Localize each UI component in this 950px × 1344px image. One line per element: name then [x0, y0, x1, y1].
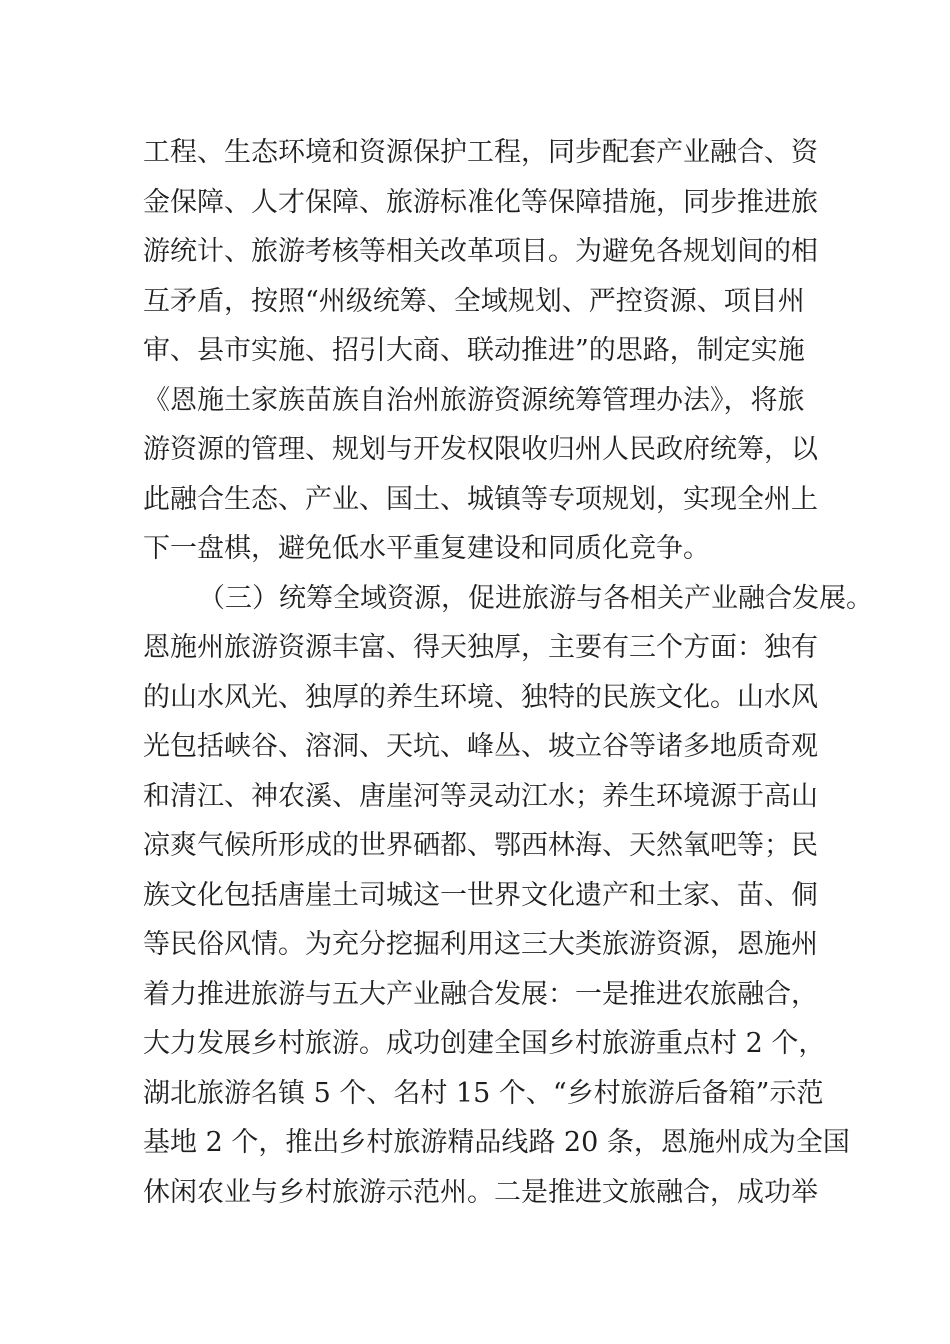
paragraph-line: 凉爽气候所形成的世界硒都、鄂西林海、天然氧吧等；民 — [143, 830, 818, 861]
paragraph-line: 的山水风光、独厚的养生环境、独特的民族文化。山水风 — [143, 681, 818, 713]
paragraph-line: 大力发展乡村旅游。成功创建全国乡村旅游重点村 2 个， — [143, 1028, 826, 1059]
paragraph-line: 等民俗风情。为充分挖掘利用这三大类旅游资源，恩施州 — [143, 929, 818, 960]
document-body — [143, 128, 873, 1217]
paragraph-line: 下一盘棋，避免低水平重复建设和同质化竞争。 — [143, 533, 710, 564]
paragraph-2 — [143, 623, 850, 1217]
paragraph-line: 光包括峡谷、溶洞、天坑、峰丛、坡立谷等诸多地质奇观 — [143, 731, 818, 762]
paragraph-line: 和清江、神农溪、唐崖河等灵动江水；养生环境源于高山 — [143, 780, 818, 812]
paragraph-line: 《恩施土家族苗族自治州旅游资源统筹管理办法》，将旅 — [143, 384, 805, 416]
paragraph-line: 游资源的管理、规划与开发权限收归州人民政府统筹，以 — [143, 434, 818, 465]
section-heading: （三）统筹全域资源，促进旅游与各相关产业融合发展。 — [198, 582, 873, 614]
paragraph-line: 工程、生态环境和资源保护工程，同步配套产业融合、资 — [143, 137, 818, 168]
paragraph-line: 族文化包括唐崖土司城这一世界文化遗产和土家、苗、侗 — [143, 879, 818, 911]
paragraph-line: 互矛盾，按照“州级统筹、全域规划、严控资源、项目州 — [143, 285, 805, 317]
paragraph-line: 着力推进旅游与五大产业融合发展：一是推进农旅融合， — [143, 978, 818, 1010]
paragraph-line: 基地 2 个，推出乡村旅游精品线路 20 条，恩施州成为全国 — [143, 1127, 850, 1158]
paragraph-line: 休闲农业与乡村旅游示范州。二是推进文旅融合，成功举 — [143, 1176, 818, 1208]
paragraph-line: 恩施州旅游资源丰富、得天独厚，主要有三个方面：独有 — [143, 632, 818, 663]
paragraph-1 — [143, 128, 823, 574]
paragraph-line: 此融合生态、产业、国土、城镇等专项规划，实现全州上 — [143, 483, 818, 515]
paragraph-line: 金保障、人才保障、旅游标准化等保障措施，同步推进旅 — [143, 186, 818, 218]
paragraph-line: 审、县市实施、招引大商、联动推进”的思路，制定实施 — [143, 335, 805, 366]
paragraph-line: 游统计、旅游考核等相关改革项目。为避免各规划间的相 — [143, 236, 818, 267]
paragraph-line: 湖北旅游名镇 5 个、名村 15 个、“乡村旅游后备箱”示范 — [143, 1077, 824, 1109]
